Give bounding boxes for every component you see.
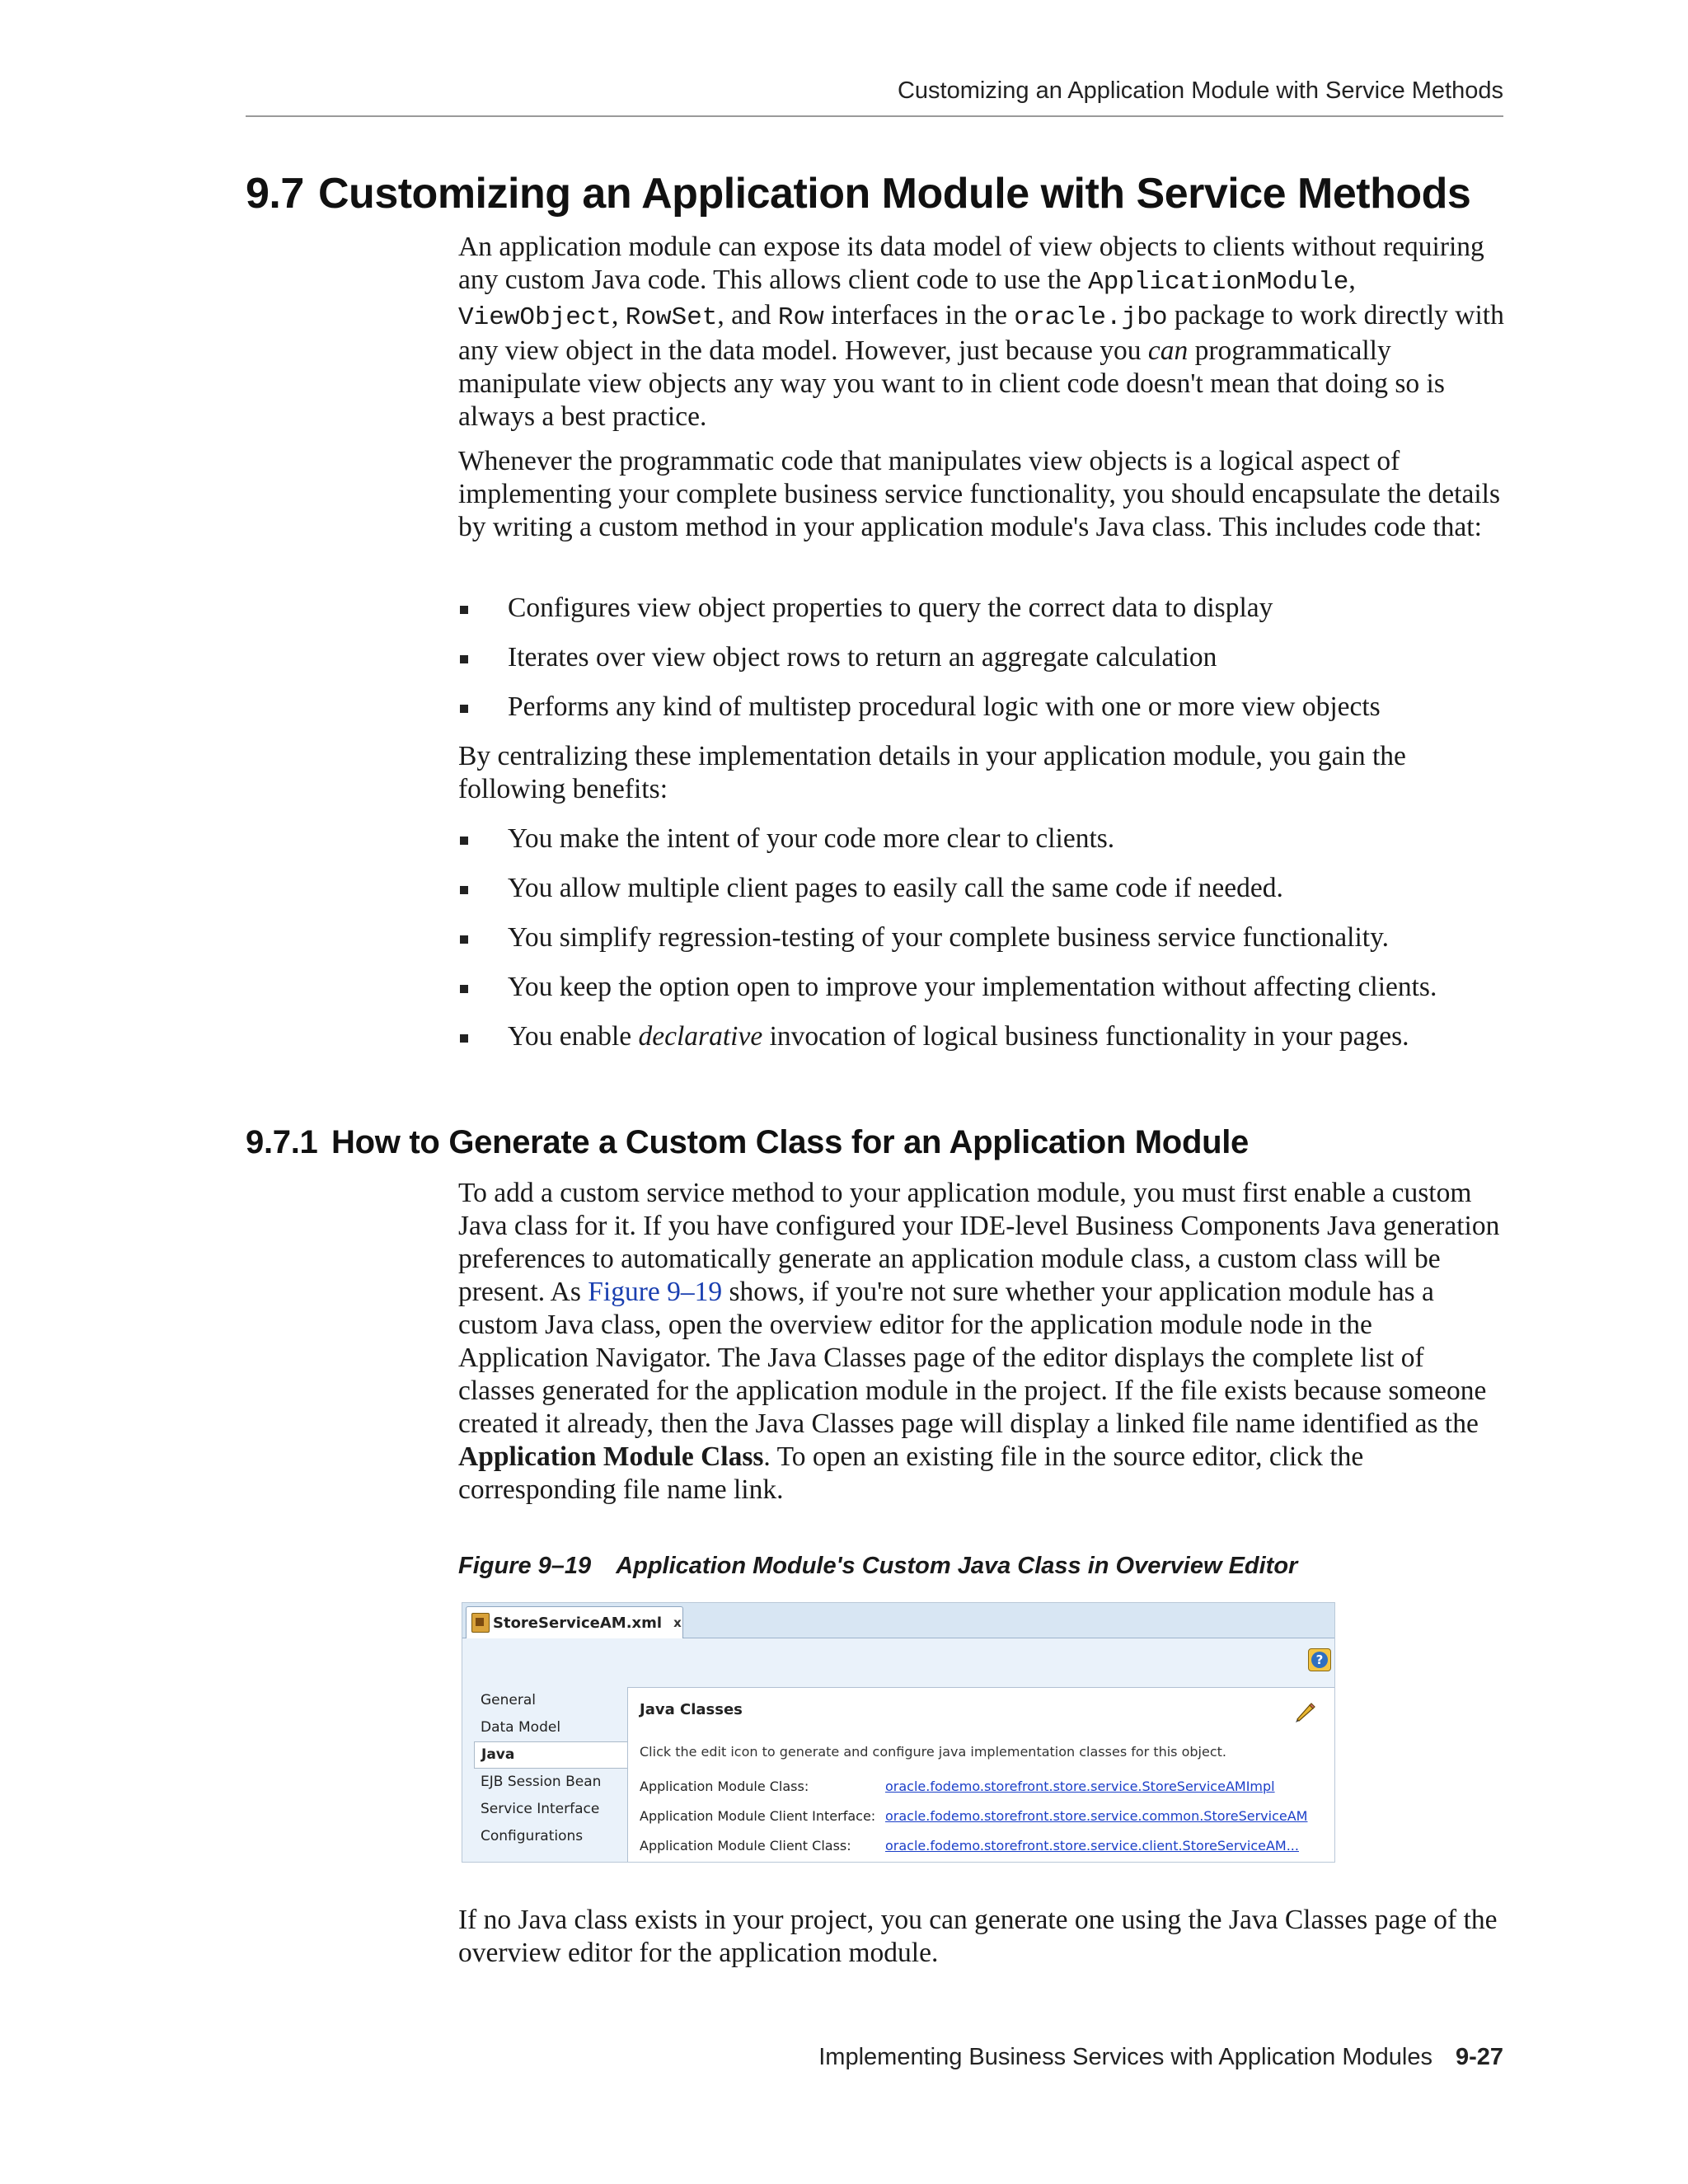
list-item-text: You simplify regression-testing of your complete business service functionality. xyxy=(508,922,1390,953)
nav-item-service-interface[interactable]: Service Interface xyxy=(481,1801,600,1817)
code-row-set: RowSet xyxy=(625,303,718,332)
text-run: . To open an existing file in the source editor, click the corresponding file name link. xyxy=(458,1441,1364,1505)
bullet-icon xyxy=(460,1034,468,1043)
footer-title: Implementing Business Services with Application Modules xyxy=(818,2044,1432,2070)
panel-description: Click the edit icon to generate and configure java implementation classes for this object. xyxy=(640,1744,1226,1760)
nav-item-ejb-session-bean[interactable]: EJB Session Bean xyxy=(481,1774,602,1790)
benefits-intro-block xyxy=(458,740,1505,806)
encapsulate-paragraph: Whenever the programmatic code that manipulates view objects is a logical aspect of implementing your complete business service functionality, you should encapsulate the details by writing a custom method in your application module's Java class. This includes code that: xyxy=(458,446,1501,542)
figure-caption-text: Application Module's Custom Java Class in Overview Editor xyxy=(616,1553,1298,1579)
class-row-link[interactable]: oracle.fodemo.storefront.store.service.StoreServiceAMImpl xyxy=(885,1779,1275,1794)
text-run: , xyxy=(1348,265,1356,295)
figure-link[interactable]: Figure 9–19 xyxy=(588,1277,723,1307)
emphasis-declarative: declarative xyxy=(638,1021,763,1052)
nav-item-configurations[interactable]: Configurations xyxy=(481,1828,584,1844)
code-application-module: ApplicationModule xyxy=(1088,268,1349,297)
subsection-title: How to Generate a Custom Class for an Application Module xyxy=(331,1124,1249,1160)
editor-tab[interactable] xyxy=(466,1606,683,1638)
list-item-text: Performs any kind of multistep procedural logic with one or more view objects xyxy=(508,691,1381,722)
encapsulate-paragraph-block xyxy=(458,445,1505,544)
class-row xyxy=(640,1838,1299,1854)
bullet-icon xyxy=(460,985,468,993)
page-footer xyxy=(742,2039,1503,2075)
text-run: An application module can expose its data model of view objects to clients without requiring any custom Java code. This allows client code to use the xyxy=(458,232,1484,295)
class-row xyxy=(640,1779,1275,1794)
text-run: , xyxy=(612,300,626,330)
list-item xyxy=(458,823,1505,855)
bullet-icon xyxy=(460,606,468,614)
code-row: Row xyxy=(777,303,824,332)
tab-label: StoreServiceAM.xml xyxy=(493,1614,663,1632)
benefits-intro-paragraph: By centralizing these implementation details in your application module, you gain the following benefits: xyxy=(458,741,1406,804)
figure-number: Figure 9–19 xyxy=(458,1553,592,1579)
bullet-icon xyxy=(460,705,468,713)
help-bar xyxy=(462,1638,1334,1675)
list-item xyxy=(458,1020,1505,1053)
bold-application-module-class: Application Module Class xyxy=(458,1441,764,1472)
subsection-number: 9.7.1 xyxy=(246,1124,318,1160)
closing-paragraph-block xyxy=(458,1904,1505,1970)
java-classes-panel xyxy=(627,1687,1335,1863)
section-number: 9.7 xyxy=(246,170,304,218)
help-icon[interactable] xyxy=(1308,1648,1331,1671)
class-row-link[interactable]: oracle.fodemo.storefront.store.service.client.StoreServiceAM... xyxy=(885,1838,1299,1854)
bullet-icon xyxy=(460,837,468,845)
bullet-icon xyxy=(460,886,468,894)
editor-nav xyxy=(474,1687,629,1850)
list-item-text: You make the intent of your code more clear to clients. xyxy=(508,823,1115,854)
nav-item-java[interactable]: Java xyxy=(474,1741,629,1769)
list-item xyxy=(458,592,1505,625)
text-run: shows, if you're not sure whether your application module has a custom Java class, open the overview editor for the application module node in the Application Navigator. The Java Classes page of the editor displays the complete list of classes generated for the application module in the project. If the file exists because someone created it already, then the Java Classes page will display a linked file name identified as the xyxy=(458,1277,1487,1439)
close-icon[interactable]: x xyxy=(673,1615,682,1630)
class-row-link[interactable]: oracle.fodemo.storefront.store.service.common.StoreServiceAM xyxy=(885,1808,1308,1824)
nav-item-general[interactable]: General xyxy=(481,1692,536,1708)
list-item xyxy=(458,641,1505,674)
subsection-heading xyxy=(246,1119,1249,1165)
figure-caption xyxy=(458,1549,1297,1582)
list-item-text: You allow multiple client pages to easily call the same code if needed. xyxy=(508,873,1283,903)
application-module-icon xyxy=(471,1613,490,1633)
help-glyph: ? xyxy=(1311,1652,1328,1668)
class-row-label: Application Module Client Class: xyxy=(640,1838,851,1854)
section-title: Customizing an Application Module with Service Methods xyxy=(318,170,1471,218)
pencil-edit-icon[interactable] xyxy=(1292,1699,1317,1724)
class-row xyxy=(640,1808,1307,1824)
list-item xyxy=(458,971,1505,1004)
code-view-object: ViewObject xyxy=(458,303,612,332)
editor-tab-bar xyxy=(462,1603,1334,1638)
nav-item-data-model[interactable]: Data Model xyxy=(481,1719,561,1736)
list-item-text: Configures view object properties to query the correct data to display xyxy=(508,593,1273,623)
class-row-label: Application Module Client Interface: xyxy=(640,1808,876,1824)
list-item-text: You enable xyxy=(508,1021,639,1052)
text-run: To add a custom service method to your application module, you must first enable a custom Java class for it. If you have configured your IDE-level Business Components Java generation preferences to automatically generate an application module class, a custom class will be present. As xyxy=(458,1178,1500,1307)
text-run: programmatically manipulate view objects any way you want to in client code doesn't mean that doing so is always a best practice. xyxy=(458,335,1445,432)
list-item xyxy=(458,691,1505,724)
list-item xyxy=(458,872,1505,905)
text-run: , and xyxy=(717,300,778,330)
list-item-text: Iterates over view object rows to return an aggregate calculation xyxy=(508,642,1217,673)
benefits-list xyxy=(458,823,1505,1053)
bullet-icon xyxy=(460,655,468,663)
code-list xyxy=(458,592,1505,724)
overview-editor-screenshot xyxy=(462,1602,1335,1863)
code-oracle-jbo: oracle.jbo xyxy=(1014,303,1168,332)
text-run: interfaces in the xyxy=(823,300,1015,330)
list-item-text: You keep the option open to improve your implementation without affecting clients. xyxy=(508,972,1437,1002)
list-item xyxy=(458,921,1505,954)
text-run: package to work directly with any view object in the data model. However, just because you xyxy=(458,300,1504,366)
subsection-paragraph xyxy=(458,1177,1505,1507)
section-heading xyxy=(246,165,1470,223)
closing-paragraph: If no Java class exists in your project, you can generate one using the Java Classes page of the overview editor for the application module. xyxy=(458,1905,1498,1968)
list-item-text: invocation of logical business functionality in your pages. xyxy=(762,1021,1409,1052)
subsection-paragraph-block xyxy=(458,1177,1505,1507)
class-row-label: Application Module Class: xyxy=(640,1779,809,1794)
emphasis-can: can xyxy=(1147,335,1189,366)
bullet-icon xyxy=(460,935,468,944)
page-number: 9-27 xyxy=(1455,2044,1503,2070)
panel-title: Java Classes xyxy=(640,1701,743,1718)
intro-paragraph-block xyxy=(458,231,1505,434)
running-head: Customizing an Application Module with Service Methods xyxy=(246,73,1503,117)
intro-paragraph xyxy=(458,231,1505,434)
